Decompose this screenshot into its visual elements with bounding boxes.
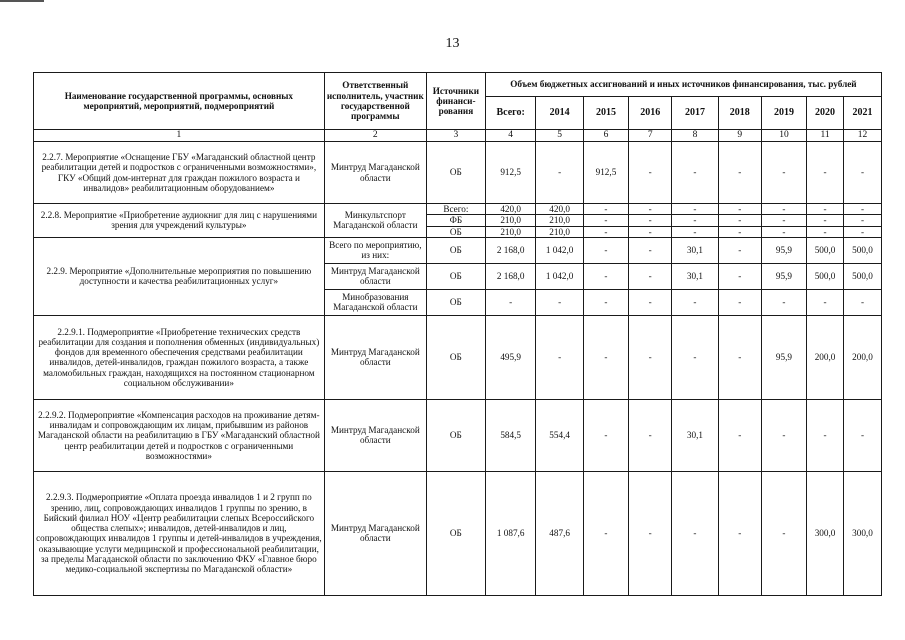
column-number: 9 [718,130,761,142]
value-cell: - [761,226,806,237]
value-cell: 420,0 [536,204,583,215]
column-number: 1 [34,130,325,142]
value-cell: 1 087,6 [485,471,536,595]
row-responsible: Минтруд Магаданской области [324,399,426,471]
value-cell: 554,4 [536,399,583,471]
value-cell: 300,0 [843,471,881,595]
value-cell: 1 042,0 [536,237,583,263]
row-name: 2.2.9. Мероприятие «Дополнительные мероприятия по повышению доступности и качества реабилитационных услуг» [34,237,325,315]
value-cell: - [536,289,583,315]
value-cell: - [583,263,628,289]
row-source: ОБ [426,226,485,237]
header-year: 2016 [629,97,672,130]
table-row [34,399,882,471]
value-cell: - [583,471,628,595]
column-number: 11 [807,130,844,142]
value-cell: - [761,471,806,595]
row-responsible: Минтруд Магаданской области [324,142,426,204]
value-cell: 500,0 [843,237,881,263]
value-cell: 200,0 [843,315,881,399]
value-cell: - [583,399,628,471]
value-cell: - [672,315,718,399]
value-cell: - [672,289,718,315]
row-name: 2.2.9.2. Подмероприятие «Компенсация расходов на проживание детям-инвалидам и сопровождающим их лицам, прибывшим из районов Магаданской области на реабилитацию в ГБУ «Магаданский областной центр реабилитации детей и подростков с ограниченными возможностями» [34,399,325,471]
value-cell: - [629,289,672,315]
value-cell: - [807,204,844,215]
header-total: Всего: [485,97,536,130]
value-cell: - [761,204,806,215]
value-cell: - [583,315,628,399]
row-name: 2.2.9.1. Подмероприятие «Приобретение технических средств реабилитации для создания и пополнения обменных (индивидуальных) фондов для временного обеспечения средствами реабилитации инвалидов, детей-инвалидов, граждан пожилого возраста, а также маломобильных граждан, находящихся на постоянном стационарном социальном обслуживании» [34,315,325,399]
row-responsible: Минтруд Магаданской области [324,263,426,289]
value-cell: - [807,142,844,204]
table-row [34,471,882,595]
column-number: 6 [583,130,628,142]
row-source: ОБ [426,263,485,289]
value-cell: 420,0 [485,204,536,215]
page-number: 13 [445,36,460,51]
value-cell: 584,5 [485,399,536,471]
value-cell: 912,5 [485,142,536,204]
column-number: 3 [426,130,485,142]
table-row [34,315,882,399]
header-volume: Объем бюджетных ассигнований и иных источников финансирования, тыс. рублей [485,73,881,97]
table-row [34,142,882,204]
header-year: 2018 [718,97,761,130]
row-responsible: Минтруд Магаданской области [324,471,426,595]
value-cell: - [536,142,583,204]
value-cell: - [583,215,628,226]
value-cell: - [807,226,844,237]
value-cell: - [761,399,806,471]
value-cell: 2 168,0 [485,263,536,289]
row-source: ОБ [426,399,485,471]
value-cell: - [843,142,881,204]
value-cell: - [672,142,718,204]
row-name: 2.2.9.3. Подмероприятие «Оплата проезда инвалидов 1 и 2 групп по зрению, лиц, сопровождающих инвалидов 1 группы по зрению, в Бийский филиал НОУ «Центр реабилитации слепых Всероссийского общества слепых»; инвалидов, детей-инвалидов и лиц, сопровождающих инвалидов 1 группы и детей-инвалидов в учреждения, оказывающие услуги медицинской и профессиональной реабилитации, за пределы Магаданской области по заключению ФКУ «Главное бюро медико-социальной экспертизы по Магаданской области» [34,471,325,595]
value-cell: 500,0 [807,263,844,289]
header-year: 2020 [807,97,844,130]
row-responsible: Всего по мероприятию, из них: [324,237,426,263]
value-cell: - [629,471,672,595]
value-cell: - [629,204,672,215]
value-cell: 495,9 [485,315,536,399]
value-cell: - [843,289,881,315]
header-year: 2021 [843,97,881,130]
value-cell: - [843,399,881,471]
value-cell: - [629,263,672,289]
scan-corner-mark [0,0,44,2]
value-cell: - [583,237,628,263]
column-number: 2 [324,130,426,142]
value-cell: - [761,215,806,226]
row-source: ОБ [426,142,485,204]
row-source: ОБ [426,315,485,399]
value-cell: - [718,263,761,289]
value-cell: 500,0 [807,237,844,263]
table-row [34,204,882,215]
value-cell: - [807,289,844,315]
table-row [34,237,882,263]
value-cell: 1 042,0 [536,263,583,289]
value-cell: - [583,289,628,315]
column-number: 10 [761,130,806,142]
value-cell: - [718,237,761,263]
value-cell: - [807,215,844,226]
value-cell: - [718,204,761,215]
value-cell: - [672,204,718,215]
row-source: ОБ [426,289,485,315]
value-cell: 95,9 [761,237,806,263]
column-number: 12 [843,130,881,142]
value-cell: 95,9 [761,263,806,289]
value-cell: - [629,315,672,399]
row-responsible: Минкультспорт Магаданской области [324,204,426,238]
value-cell: - [583,204,628,215]
budget-table [33,72,882,596]
value-cell: - [629,215,672,226]
header-year: 2017 [672,97,718,130]
row-source: ФБ [426,215,485,226]
value-cell: - [843,226,881,237]
value-cell: - [629,226,672,237]
value-cell: - [843,204,881,215]
value-cell: 300,0 [807,471,844,595]
value-cell: 210,0 [536,215,583,226]
value-cell: 500,0 [843,263,881,289]
value-cell: 95,9 [761,315,806,399]
column-number: 5 [536,130,583,142]
header-year: 2014 [536,97,583,130]
value-cell: - [485,289,536,315]
value-cell: - [629,142,672,204]
row-source: ОБ [426,237,485,263]
value-cell: - [718,315,761,399]
row-name: 2.2.8. Мероприятие «Приобретение аудиокниг для лиц с нарушениями зрения для учреждений культуры» [34,204,325,238]
value-cell: - [718,289,761,315]
value-cell: 200,0 [807,315,844,399]
value-cell: - [536,315,583,399]
value-cell: - [672,471,718,595]
column-number: 7 [629,130,672,142]
value-cell: 2 168,0 [485,237,536,263]
row-name: 2.2.7. Мероприятие «Оснащение ГБУ «Магаданский областной центр реабилитации детей и подростков с ограниченными возможностями», ГКУ «Общий дом-интернат для граждан пожилого возраста и инвалидов» реабилитационным оборудованием» [34,142,325,204]
value-cell: - [718,215,761,226]
value-cell: - [718,471,761,595]
value-cell: - [629,399,672,471]
header-year: 2015 [583,97,628,130]
value-cell: - [718,399,761,471]
value-cell: - [718,226,761,237]
value-cell: - [629,237,672,263]
value-cell: 210,0 [485,226,536,237]
row-source: ОБ [426,471,485,595]
header-name: Наименование государственной программы, основных мероприятий, мероприятий, подмероприятий [34,73,325,130]
value-cell: 210,0 [536,226,583,237]
value-cell: - [583,226,628,237]
value-cell: - [807,399,844,471]
value-cell: 30,1 [672,263,718,289]
value-cell: - [718,142,761,204]
header-responsible: Ответственный исполнитель, участник государственной программы [324,73,426,130]
value-cell: - [761,142,806,204]
value-cell: 487,6 [536,471,583,595]
value-cell: 30,1 [672,237,718,263]
value-cell: - [843,215,881,226]
value-cell: 210,0 [485,215,536,226]
value-cell: - [761,289,806,315]
row-responsible: Минобразования Магаданской области [324,289,426,315]
value-cell: - [672,215,718,226]
row-source: Всего: [426,204,485,215]
header-sources: Источники финанси-рования [426,73,485,130]
value-cell: - [672,226,718,237]
value-cell: 30,1 [672,399,718,471]
header-year: 2019 [761,97,806,130]
row-responsible: Минтруд Магаданской области [324,315,426,399]
column-number: 4 [485,130,536,142]
column-number: 8 [672,130,718,142]
value-cell: 912,5 [583,142,628,204]
